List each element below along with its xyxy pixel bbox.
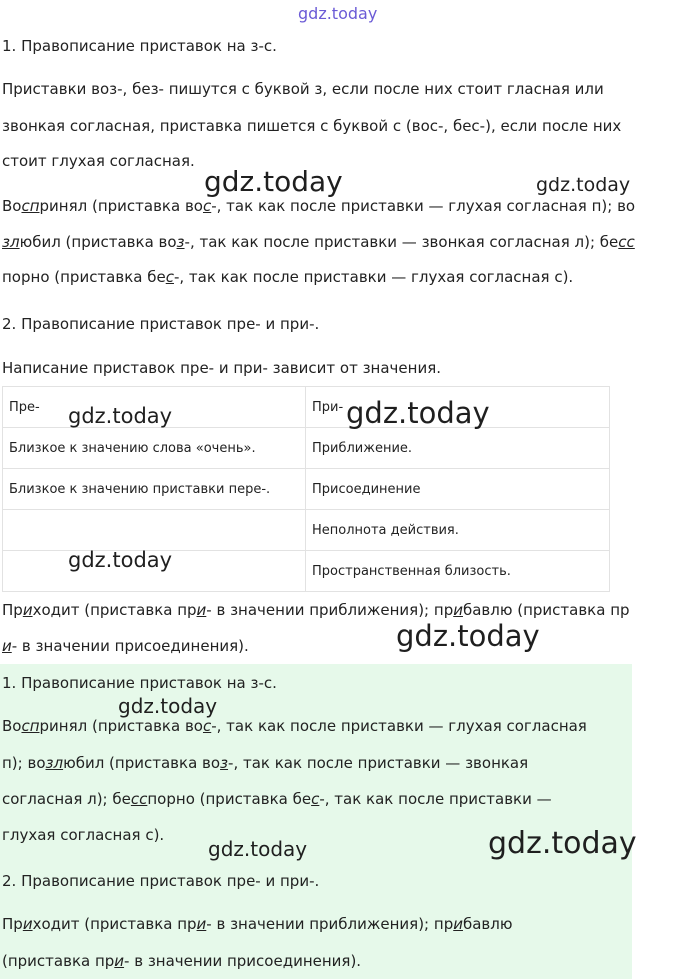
table-header-pre: Пре- bbox=[3, 387, 306, 428]
rule-line-1: Приставки воз-, без- пишутся с буквой з, если после них стоит гласная или bbox=[2, 80, 604, 98]
table-cell: Неполнота действия. bbox=[306, 510, 610, 551]
table-cell: Присоединение bbox=[306, 469, 610, 510]
example-line-5: и- в значении присоединения). bbox=[2, 637, 249, 655]
box-heading-2: 2. Правописание приставок пре- и при-. bbox=[2, 872, 320, 890]
section2-intro: Написание приставок пре- и при- зависит от значения. bbox=[2, 359, 441, 377]
box-line-3: согласная л); бесспорно (приставка бес-, так как после приставки — bbox=[2, 790, 552, 808]
table-cell: Пространственная близость. bbox=[306, 551, 610, 592]
box-heading-1: 1. Правописание приставок на з-с. bbox=[2, 674, 277, 692]
section1-heading: 1. Правописание приставок на з-с. bbox=[2, 37, 277, 55]
rule-line-2: звонкая согласная, приставка пишется с буквой с (вос-, бес-), если после них bbox=[2, 117, 622, 135]
example-line-2: злюбил (приставка воз-, так как после приставки — звонкая согласная л); бесс bbox=[2, 233, 635, 251]
example-line-3: порно (приставка бес-, так как после приставки — глухая согласная с). bbox=[2, 268, 574, 286]
box-line-1: Воспринял (приставка вос-, так как после приставки — глухая согласная bbox=[2, 717, 587, 735]
watermark: gdz.today bbox=[536, 174, 631, 196]
box-line-4: глухая согласная с). bbox=[2, 826, 165, 844]
table-row bbox=[3, 428, 610, 469]
watermark: gdz.today bbox=[118, 694, 218, 718]
table-header-pri: При- bbox=[306, 387, 610, 428]
watermark: gdz.today bbox=[396, 619, 540, 653]
table-cell bbox=[3, 510, 306, 551]
watermark: gdz.today bbox=[346, 396, 490, 430]
watermark-top: gdz.today bbox=[298, 4, 378, 23]
watermark: gdz.today bbox=[68, 548, 173, 572]
table-cell: Близкое к значению приставки пере-. bbox=[3, 469, 306, 510]
table-cell: Приближение. bbox=[306, 428, 610, 469]
example-line-4: Приходит (приставка при- в значении приближения); прибавлю (приставка пр bbox=[2, 601, 630, 619]
box-line-5: Приходит (приставка при- в значении приближения); прибавлю bbox=[2, 915, 513, 933]
table-row bbox=[3, 469, 610, 510]
watermark: gdz.today bbox=[488, 826, 637, 861]
rule-line-3: стоит глухая согласная. bbox=[2, 152, 195, 170]
box-line-2: п); возлюбил (приставка воз-, так как после приставки — звонкая bbox=[2, 754, 529, 772]
watermark: gdz.today bbox=[68, 404, 173, 428]
watermark: gdz.today bbox=[204, 165, 343, 198]
watermark: gdz.today bbox=[208, 837, 308, 861]
table-cell: Близкое к значению слова «очень». bbox=[3, 428, 306, 469]
table-row bbox=[3, 510, 610, 551]
box-line-6: (приставка при- в значении присоединения). bbox=[2, 952, 362, 970]
example-line-1: Воспринял (приставка вос-, так как после приставки — глухая согласная п); во bbox=[2, 197, 636, 215]
section2-heading: 2. Правописание приставок пре- и при-. bbox=[2, 315, 320, 333]
